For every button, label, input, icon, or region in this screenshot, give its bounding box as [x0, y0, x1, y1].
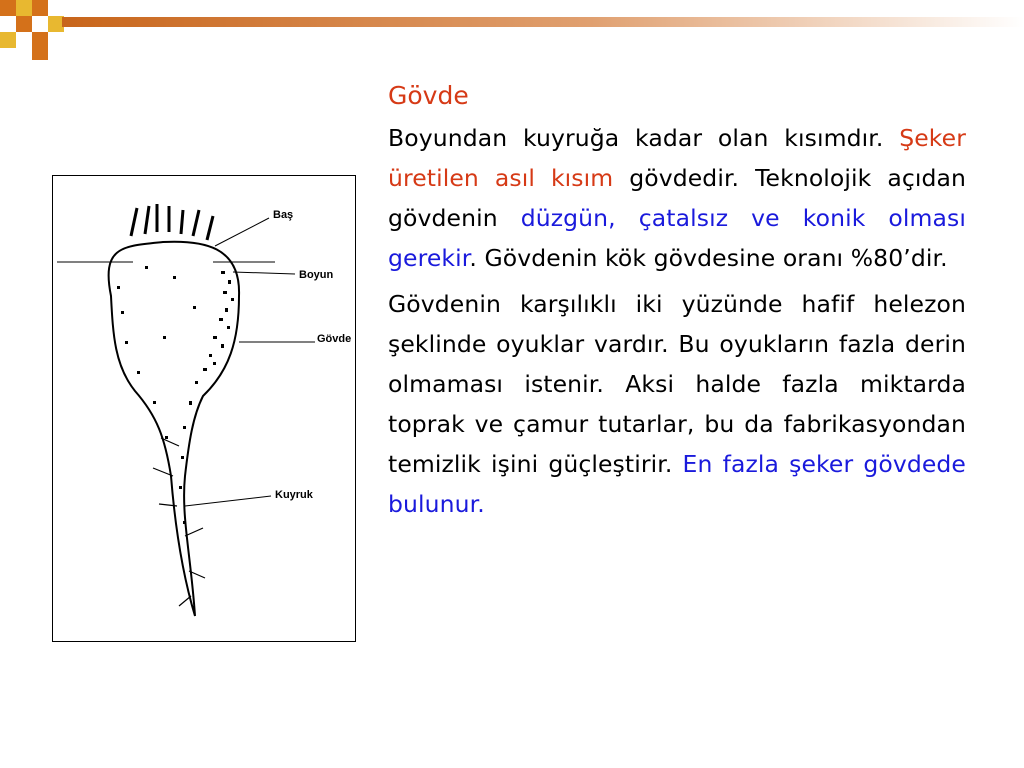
header-decoration: [0, 0, 1024, 60]
p2-highlight-blue: En fazla şeker gövdede bulunur.: [388, 450, 966, 518]
leaf-stalks: [131, 204, 213, 240]
slide-text: [388, 76, 966, 530]
p1-highlight-blue: düzgün, çatalsız ve konik olması gerekir: [388, 204, 966, 272]
beet-root-outline: [109, 242, 239, 616]
deco-square: [16, 16, 32, 32]
paragraph-1: [388, 118, 966, 278]
deco-square: [0, 0, 16, 16]
p1-text-1: Boyundan kuyruğa kadar olan kısımdır.: [388, 124, 900, 152]
deco-square: [32, 44, 48, 60]
slide-title: Gövde: [388, 81, 469, 110]
p2-text-1: Gövdenin karşılıklı iki yüzünde hafif helezon şeklinde oyuklar vardır. Bu oyukların fazla derin olmaması istenir. Aksi halde fazla miktarda toprak ve çamur tutarlar, bu da fabrikasyondan temizlik işini güçleştirir.: [388, 290, 966, 478]
deco-square: [0, 32, 16, 48]
deco-gradient-bar: [62, 17, 1024, 27]
sugar-beet-figure: [52, 175, 356, 642]
label-body: Gövde: [317, 333, 352, 345]
p1-text-2: gövdedir. Teknolojik açıdan gövdenin: [388, 164, 966, 232]
label-tail: Kuyruk: [275, 489, 313, 501]
p1-text-3: . Gövdenin kök gövdesine oranı %80’dir.: [469, 244, 948, 272]
label-neck: Boyun: [299, 269, 334, 281]
deco-square: [48, 16, 64, 32]
deco-square: [32, 0, 48, 16]
sugar-beet-diagram: [53, 176, 355, 641]
label-head: Baş: [273, 209, 294, 221]
paragraph-2: [388, 284, 966, 524]
deco-square: [16, 0, 32, 16]
p1-highlight-orange: Şeker üretilen asıl kısım: [388, 124, 966, 192]
